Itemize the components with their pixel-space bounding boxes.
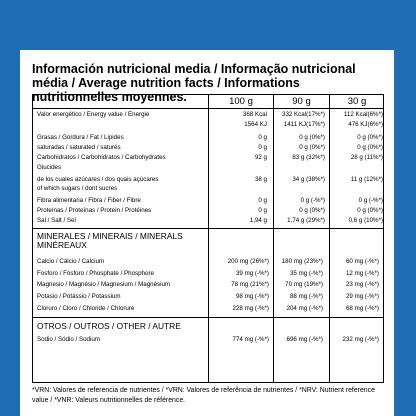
value-30g: 12 mg (-%*) — [345, 270, 379, 277]
table-row — [33, 269, 383, 279]
table-row — [33, 335, 383, 345]
value-30g: 232 mg (-%*) — [342, 336, 379, 343]
value-100g: 200 mg (26%*) — [227, 258, 269, 265]
value-100g: 0 g — [258, 144, 267, 151]
value-30g: 0 g (0%*) — [357, 144, 383, 151]
value-30g: 476 KJ(6%*) — [348, 121, 383, 128]
value-90g: 1411 KJ(17%*) — [283, 121, 325, 128]
column-header-90g: 90 g — [292, 96, 311, 107]
value-100g: 1,94 g — [249, 217, 267, 224]
value-90g: 34 g (38%*) — [292, 176, 325, 183]
table-row — [33, 153, 383, 163]
value-30g: 0 g (0%*) — [357, 207, 383, 214]
row-label: saturadas / saturated / saturés — [37, 144, 121, 151]
value-90g: 332 Kcal(17%*) — [282, 111, 325, 118]
value-100g: 368 Kcal — [242, 111, 267, 118]
value-90g: 1,74 g (29%*) — [287, 217, 325, 224]
value-100g: 78 mg (21%*) — [231, 281, 269, 288]
value-90g: 70 mg (19%*) — [285, 281, 323, 288]
value-30g: 29 mg (-%*) — [345, 293, 379, 300]
row-label: Calcio / Cálcio / Calcium — [37, 258, 105, 265]
table-row — [33, 133, 383, 143]
row-label: Glucides — [37, 164, 62, 171]
value-90g: 0 g (0%*) — [299, 207, 325, 214]
table-row — [33, 163, 383, 173]
value-30g: 28 g (11%*) — [350, 154, 383, 161]
section-divider — [33, 317, 383, 318]
footnote: *VRN: Valores de referencia de nutrientes / *VRN: Valores de referência de nutrientes / *NRV: Nutrient reference value / *VNR: Valeurs nutritionnelles de référence. — [32, 387, 375, 404]
row-label: Sodio / Sódio / Sodium — [37, 336, 100, 343]
nutrition-title: Información nutricional media / Informação nutricional média / Average nutrition facts / Informations nutritionnelles moyennes. — [32, 62, 356, 104]
value-90g: 0 g (0%*) — [299, 134, 325, 141]
value-100g: 0 g — [258, 197, 267, 204]
value-30g: 23 mg (-%*) — [345, 281, 379, 288]
others-header: OTROS / OUTROS / OTHER / AUTRE — [37, 321, 181, 331]
row-label: Grasas / Gordura / Fat / Lipides — [37, 134, 124, 141]
value-100g: 228 mg (-%*) — [232, 305, 269, 312]
row-label: Potasio / Potássio / Potassium — [37, 293, 121, 300]
value-100g: 98 mg (-%*) — [235, 293, 269, 300]
row-label: de los cuales azúcares / dos quais açúcares — [37, 176, 159, 183]
minerals-header: MINERALES / MINERAIS / MINERALS MINÉREAUX — [37, 231, 183, 250]
value-30g: 0 g (-%*) — [358, 197, 383, 204]
row-label: Carbohidratos / Carbohidratos / Carbohydrates — [37, 154, 166, 161]
nutrition-table — [32, 94, 384, 383]
table-row — [33, 292, 383, 302]
row-label: Fibra alimentaria / Fibra / Fiber / Fibre — [37, 197, 141, 204]
row-label: Cloruro / Cloro / Chloride / Chlorure — [37, 305, 135, 312]
value-100g: 774 mg (-%*) — [232, 336, 269, 343]
table-row — [33, 206, 383, 216]
table-row — [33, 257, 383, 267]
row-label: Fosforo / Fósforo / Phosphate / Phosphore — [37, 270, 154, 277]
row-label: of which sugars / dont sucres — [37, 185, 118, 192]
column-header-30g: 30 g — [347, 96, 367, 107]
value-90g: 83 g (32%*) — [292, 154, 325, 161]
value-30g: 11 g (12%*) — [350, 176, 383, 183]
value-100g: 1564 KJ — [244, 121, 267, 128]
value-90g: 0 g (-%*) — [300, 197, 325, 204]
nutrition-panel — [20, 50, 394, 416]
table-row — [33, 216, 383, 226]
header-divider — [33, 108, 383, 109]
table-row — [33, 304, 383, 314]
value-100g: 0 g — [258, 134, 267, 141]
value-30g: 68 mg (-%*) — [345, 305, 379, 312]
value-90g: 696 mg (-%*) — [286, 336, 323, 343]
row-label: Valor energético / Energy value / Energie — [37, 111, 150, 118]
value-100g: 39 mg (-%*) — [235, 270, 269, 277]
row-label: Sal / Salt / Sel — [37, 217, 76, 224]
row-label: Magnesio / Magnésio / Magnesium / Magnésium — [37, 281, 171, 288]
value-90g: 180 mg (23%*) — [281, 258, 323, 265]
column-header-100g: 100 g — [229, 96, 253, 107]
value-90g: 35 mg (-%*) — [289, 270, 323, 277]
value-100g: 0 g — [258, 207, 267, 214]
value-30g: 112 Kcal(6%*) — [343, 111, 383, 118]
section-divider — [33, 228, 383, 229]
value-30g: 60 mg (-%*) — [345, 258, 379, 265]
table-row — [33, 110, 383, 120]
value-100g: 92 g — [254, 154, 267, 161]
value-30g: 0 g (0%*) — [357, 134, 383, 141]
value-90g: 0 g (0%*) — [299, 144, 325, 151]
table-row — [33, 120, 383, 130]
value-90g: 204 mg (-%*) — [286, 305, 323, 312]
table-row — [33, 184, 383, 194]
value-30g: 0,6 g (10%*) — [348, 217, 383, 224]
value-100g: 38 g — [254, 176, 267, 183]
row-label: Proteínas / Proteínas / Protein / Protéines — [37, 207, 152, 214]
table-row — [33, 280, 383, 290]
table-row — [33, 143, 383, 153]
table-row — [33, 196, 383, 206]
value-90g: 88 mg (-%*) — [289, 293, 323, 300]
